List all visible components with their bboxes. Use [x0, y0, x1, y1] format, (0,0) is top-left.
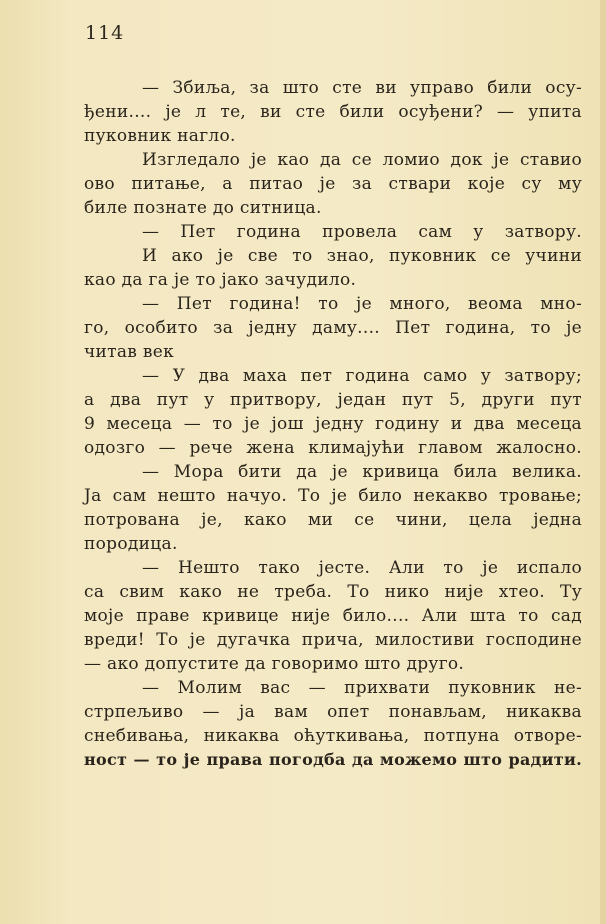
text-line: Ја сам нешто начуо. То је било некакво тровање;	[84, 486, 582, 506]
page-edge	[600, 0, 606, 924]
text-line: — Мора бити да је кривица била велика.	[142, 462, 582, 482]
text-line: читав век	[84, 342, 175, 362]
text-line: стрпељиво — ја вам опет понављам, никаква	[84, 702, 582, 722]
text-line: — Пет година! то је много, веома мно-	[142, 294, 582, 314]
text-line: го, особито за једну даму.... Пет година, то је	[84, 318, 582, 338]
text-line: Изгледало је као да се ломио док је ставио	[142, 150, 582, 170]
text-line: снебивања, никаква оћуткивања, потпуна отворе-	[84, 726, 582, 746]
text-line: а два пут у притвору, један пут 5, други пут	[84, 390, 582, 410]
text-line: са свим како не треба. То нико није хтео. Ту	[84, 582, 582, 602]
text-line: И ако је све то знао, пуковник се учини	[142, 246, 582, 266]
page-number: 114	[85, 22, 125, 44]
text-line: — Пет година провела сам у затвору.	[142, 222, 582, 242]
text-line: вреди! То је дугачка прича, милостиви господине	[84, 630, 582, 650]
text-line: — Нешто тако јесте. Али то је испало	[142, 558, 582, 578]
text-line: одозго — рече жена климајући главом жалосно.	[84, 438, 582, 458]
text-line: — Збиља, за што сте ви управо били осу-	[142, 78, 582, 98]
text-line: ност — то је права погодба да можемо што радити.	[84, 750, 582, 769]
text-line: — У два маха пет година само у затвору;	[142, 366, 582, 386]
text-line: ово питање, а питао је за ствари које су му	[84, 174, 582, 194]
text-line: биле познате до ситница.	[84, 198, 322, 218]
text-line: као да га је то јако зачудило.	[84, 270, 357, 290]
text-line: — ако допустите да говоримо што друго.	[84, 654, 465, 674]
text-line: — Молим вас — прихвати пуковник не-	[142, 678, 582, 698]
text-line: моје праве кривице није било.... Али шта то сад	[84, 606, 582, 626]
text-line: 9 месеца — то је још једну годину и два месеца	[84, 414, 582, 434]
page-text-body	[84, 76, 582, 772]
text-line: пуковник нагло.	[84, 126, 236, 146]
text-line: породица.	[84, 534, 178, 554]
text-line: потрована је, како ми се чини, цела једна	[84, 510, 582, 530]
text-line: ђени.... је л те, ви сте били осуђени? — упита	[84, 102, 582, 122]
